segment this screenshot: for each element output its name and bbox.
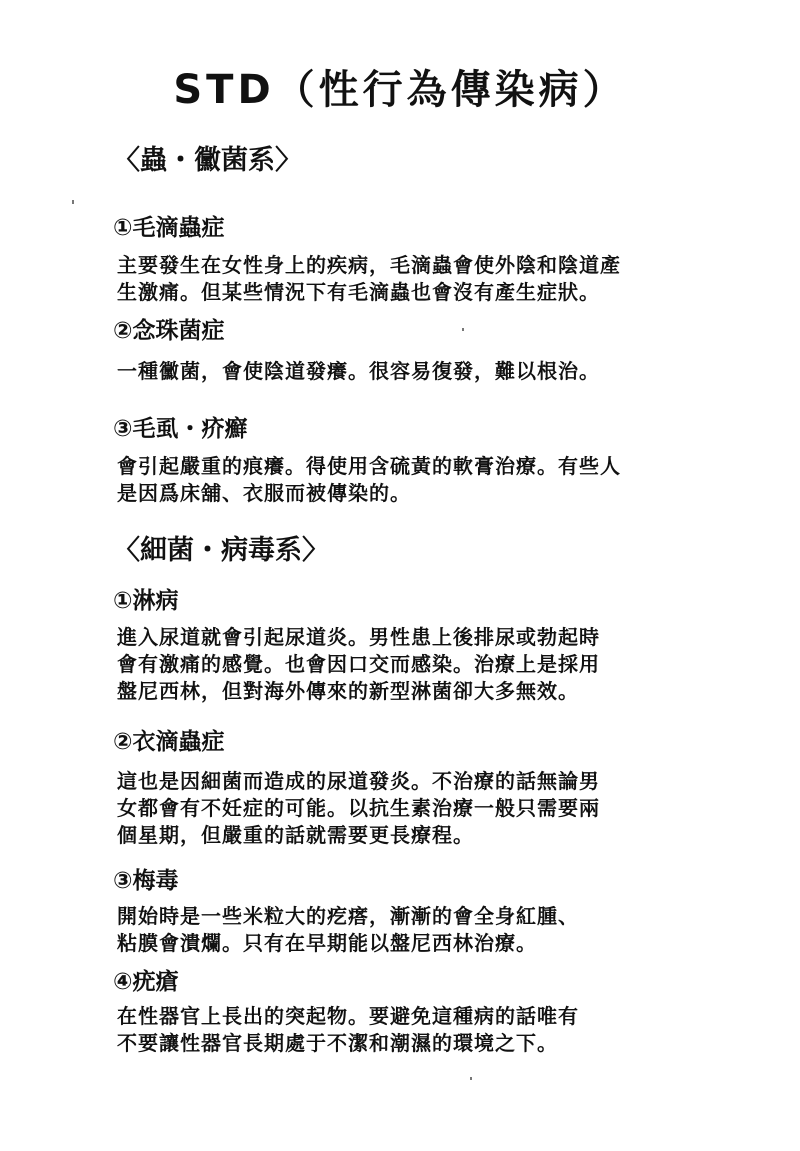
body-line: 粘膜會潰爛。只有在早期能以盤尼西林治療。 bbox=[117, 931, 537, 955]
body-line: 生激痛。但某些情況下有毛滴蟲也會沒有產生症狀。 bbox=[117, 280, 600, 304]
body-line: 開始時是一些米粒大的疙瘩，漸漸的會全身紅腫、 bbox=[117, 904, 579, 928]
body-line: 盤尼西林，但對海外傳來的新型淋菌卻大多無效。 bbox=[117, 679, 579, 703]
section-heading-bacteria-virus: 〈細菌・病毒系〉 bbox=[113, 535, 329, 566]
body-line: 不要讓性器官長期處于不潔和潮濕的環境之下。 bbox=[117, 1031, 558, 1055]
section-heading-parasite-fungus: 〈蟲・黴菌系〉 bbox=[113, 145, 302, 176]
item-body-warts bbox=[117, 1003, 579, 1057]
body-line: 主要發生在女性身上的疾病，毛滴蟲會使外陰和陰道產 bbox=[117, 253, 621, 277]
page-title: STD（性行為傳染病） bbox=[173, 67, 627, 113]
body-line: 進入尿道就會引起尿道炎。男性患上後排尿或勃起時 bbox=[117, 625, 600, 649]
item-body-chlamydia bbox=[117, 768, 600, 849]
body-line: 女都會有不妊症的可能。以抗生素治療一般只需要兩 bbox=[117, 796, 600, 820]
item-body-lice-scabies bbox=[117, 453, 621, 507]
scan-speck bbox=[470, 1077, 472, 1080]
item-heading-candidiasis: ②念珠菌症 bbox=[113, 318, 225, 344]
item-heading-lice-scabies: ③毛虱・疥癬 bbox=[113, 416, 248, 442]
item-body-candidiasis bbox=[117, 358, 600, 385]
item-heading-chlamydia: ②衣滴蟲症 bbox=[113, 729, 225, 755]
item-heading-warts: ④疣瘡 bbox=[113, 969, 179, 995]
item-body-trichomoniasis bbox=[117, 252, 621, 306]
body-line: 一種黴菌，會使陰道發癢。很容易復發，難以根治。 bbox=[117, 359, 600, 383]
body-line: 是因爲床舖、衣服而被傳染的。 bbox=[117, 481, 411, 505]
item-body-syphilis bbox=[117, 903, 579, 957]
body-line: 會有激痛的感覺。也會因口交而感染。治療上是採用 bbox=[117, 652, 600, 676]
item-heading-gonorrhea: ①淋病 bbox=[113, 588, 179, 614]
scan-speck bbox=[462, 328, 464, 331]
body-line: 在性器官上長出的突起物。要避免這種病的話唯有 bbox=[117, 1004, 579, 1028]
scan-speck bbox=[72, 200, 74, 204]
body-line: 會引起嚴重的痕癢。得使用含硫黃的軟膏治療。有些人 bbox=[117, 454, 621, 478]
body-line: 個星期，但嚴重的話就需要更長療程。 bbox=[117, 823, 474, 847]
item-heading-syphilis: ③梅毒 bbox=[113, 868, 179, 894]
item-heading-trichomoniasis: ①毛滴蟲症 bbox=[113, 215, 225, 241]
item-body-gonorrhea bbox=[117, 624, 600, 705]
body-line: 這也是因細菌而造成的尿道發炎。不治療的話無論男 bbox=[117, 769, 600, 793]
